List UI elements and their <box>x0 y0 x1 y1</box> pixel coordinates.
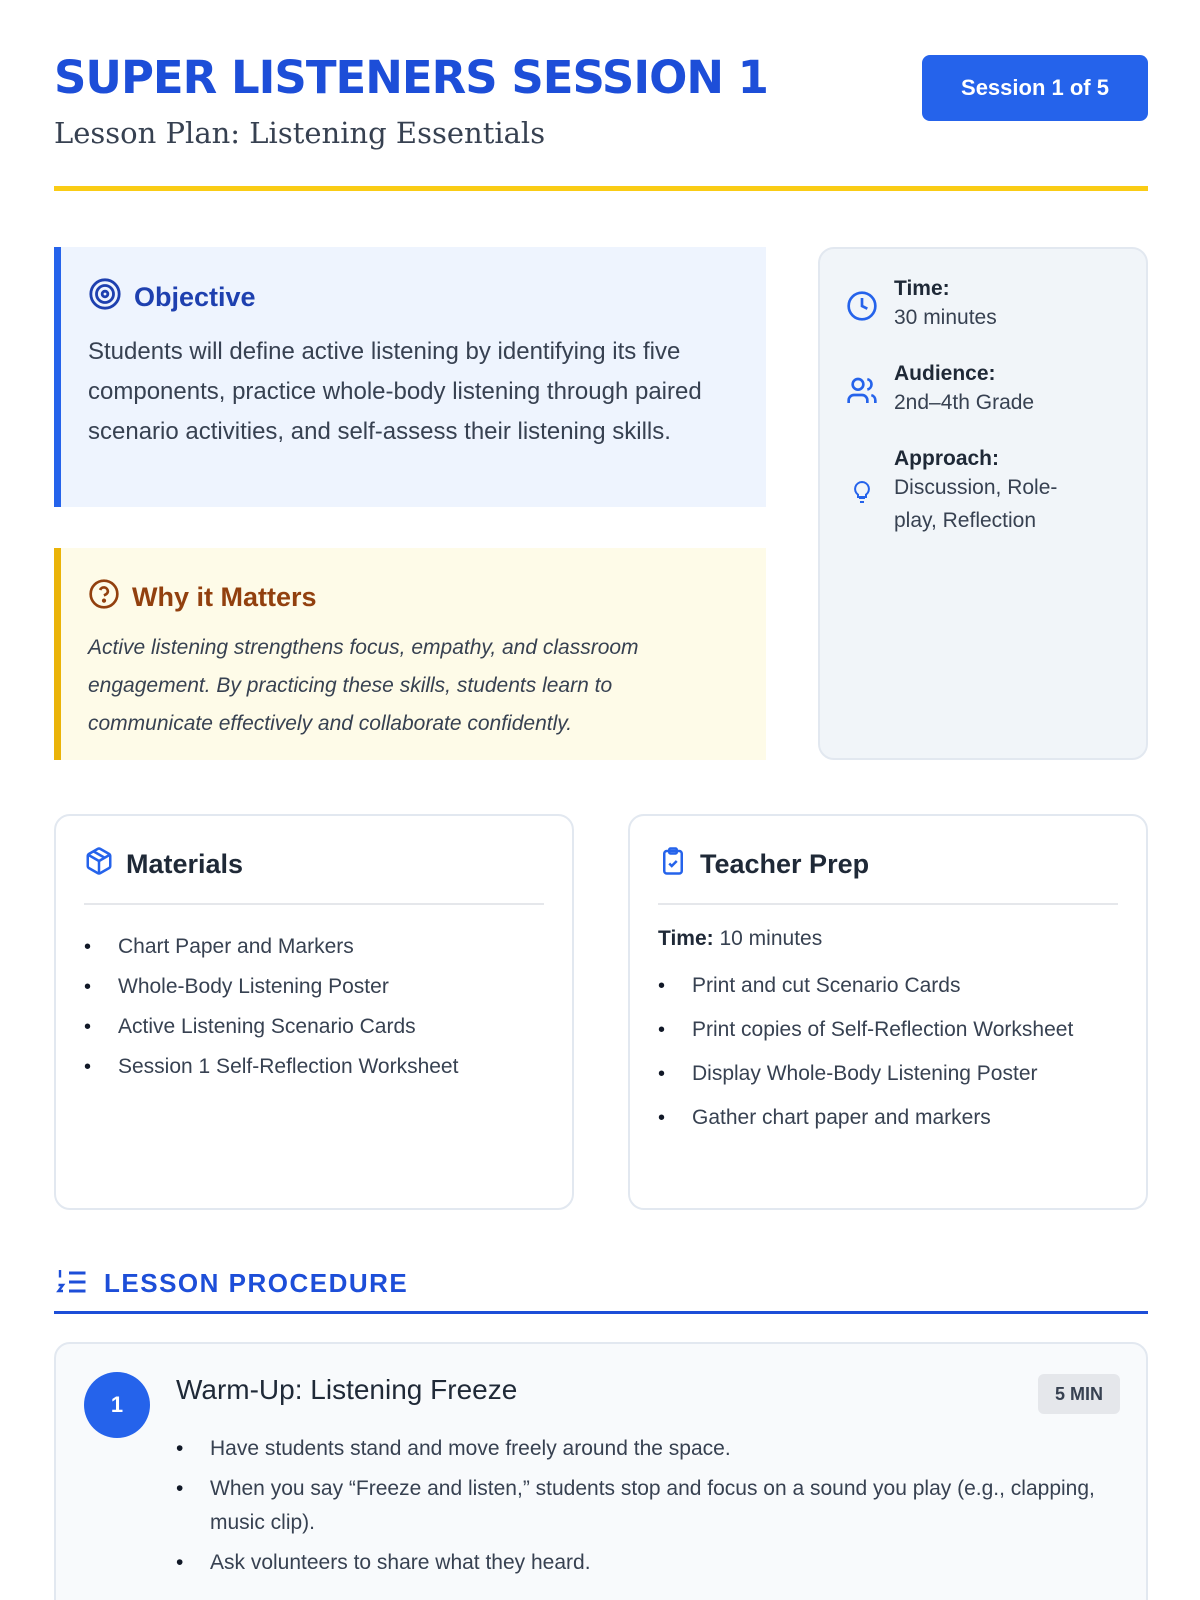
prep-time <box>658 927 1118 951</box>
objective-box <box>54 247 766 507</box>
list-item: • Session 1 Self-Reflection Worksheet <box>84 1047 544 1087</box>
prep-time-value: 10 minutes <box>719 927 823 950</box>
info-approach <box>846 447 1120 537</box>
list-item: • Print and cut Scenario Cards <box>658 967 1118 1005</box>
list-item: • Ask volunteers to share what they heard. <box>176 1546 1116 1580</box>
page-title: SUPER LISTENERS SESSION 1 <box>54 51 768 104</box>
time-value: 30 minutes <box>894 306 997 329</box>
header-divider <box>54 186 1148 191</box>
list-item: • Whole-Body Listening Poster <box>84 967 544 1007</box>
question-circle-icon <box>88 578 120 617</box>
prep-list <box>658 967 1118 1137</box>
procedure-header <box>54 1264 1148 1314</box>
duration-badge: 5 MIN <box>1038 1374 1120 1414</box>
lesson-info-panel <box>818 247 1148 760</box>
info-time <box>846 277 1120 334</box>
prep-title: Teacher Prep <box>700 849 870 879</box>
teacher-prep-card <box>628 814 1148 1210</box>
audience-label: Audience: <box>894 362 996 385</box>
box-icon <box>84 846 114 883</box>
list-item: • When you say “Freeze and listen,” students stop and focus on a sound you play (e.g., clapping, music clip). <box>176 1472 1116 1540</box>
approach-label: Approach: <box>894 447 999 470</box>
session-badge: Session 1 of 5 <box>922 55 1148 121</box>
prep-time-label: Time: <box>658 927 714 950</box>
list-item: • Display Whole-Body Listening Poster <box>658 1055 1118 1093</box>
numbered-list-icon <box>54 1264 90 1305</box>
page-header <box>54 51 1148 150</box>
list-item: • Gather chart paper and markers <box>658 1099 1118 1137</box>
materials-title: Materials <box>126 849 244 879</box>
target-icon <box>88 277 122 318</box>
why-text: Active listening strengthens focus, empathy, and classroom engagement. By practicing these skills, students learn to communicate effectively and collaborate confidently. <box>88 636 639 735</box>
procedure-title: LESSON PROCEDURE <box>104 1268 409 1298</box>
procedure-step <box>54 1342 1148 1600</box>
users-icon <box>846 375 878 407</box>
step-list <box>176 1432 1116 1586</box>
list-item: • Chart Paper and Markers <box>84 927 544 967</box>
clipboard-check-icon <box>658 846 688 883</box>
audience-value: 2nd–4th Grade <box>894 391 1035 414</box>
materials-list <box>84 927 544 1087</box>
why-title: Why it Matters <box>132 582 317 612</box>
why-it-matters-box <box>54 548 766 760</box>
objective-text: Students will define active listening by identifying its five components, practice whole-body listening through paired scenario activities, and self-assess their listening skills. <box>88 338 702 445</box>
step-number: 1 <box>84 1372 150 1438</box>
list-item: • Have students stand and move freely around the space. <box>176 1432 1116 1466</box>
info-audience <box>846 362 1120 419</box>
time-label: Time: <box>894 277 950 300</box>
lightbulb-icon <box>846 478 878 506</box>
list-item: • Active Listening Scenario Cards <box>84 1007 544 1047</box>
clock-icon <box>846 290 878 322</box>
materials-card <box>54 814 574 1210</box>
step-title: Warm-Up: Listening Freeze <box>176 1374 518 1405</box>
objective-title: Objective <box>134 282 256 312</box>
page-subtitle: Lesson Plan: Listening Essentials <box>54 116 546 150</box>
approach-value: Discussion, Role-play, Reflection <box>894 476 1058 532</box>
list-item: • Print copies of Self-Reflection Worksheet <box>658 1011 1118 1049</box>
